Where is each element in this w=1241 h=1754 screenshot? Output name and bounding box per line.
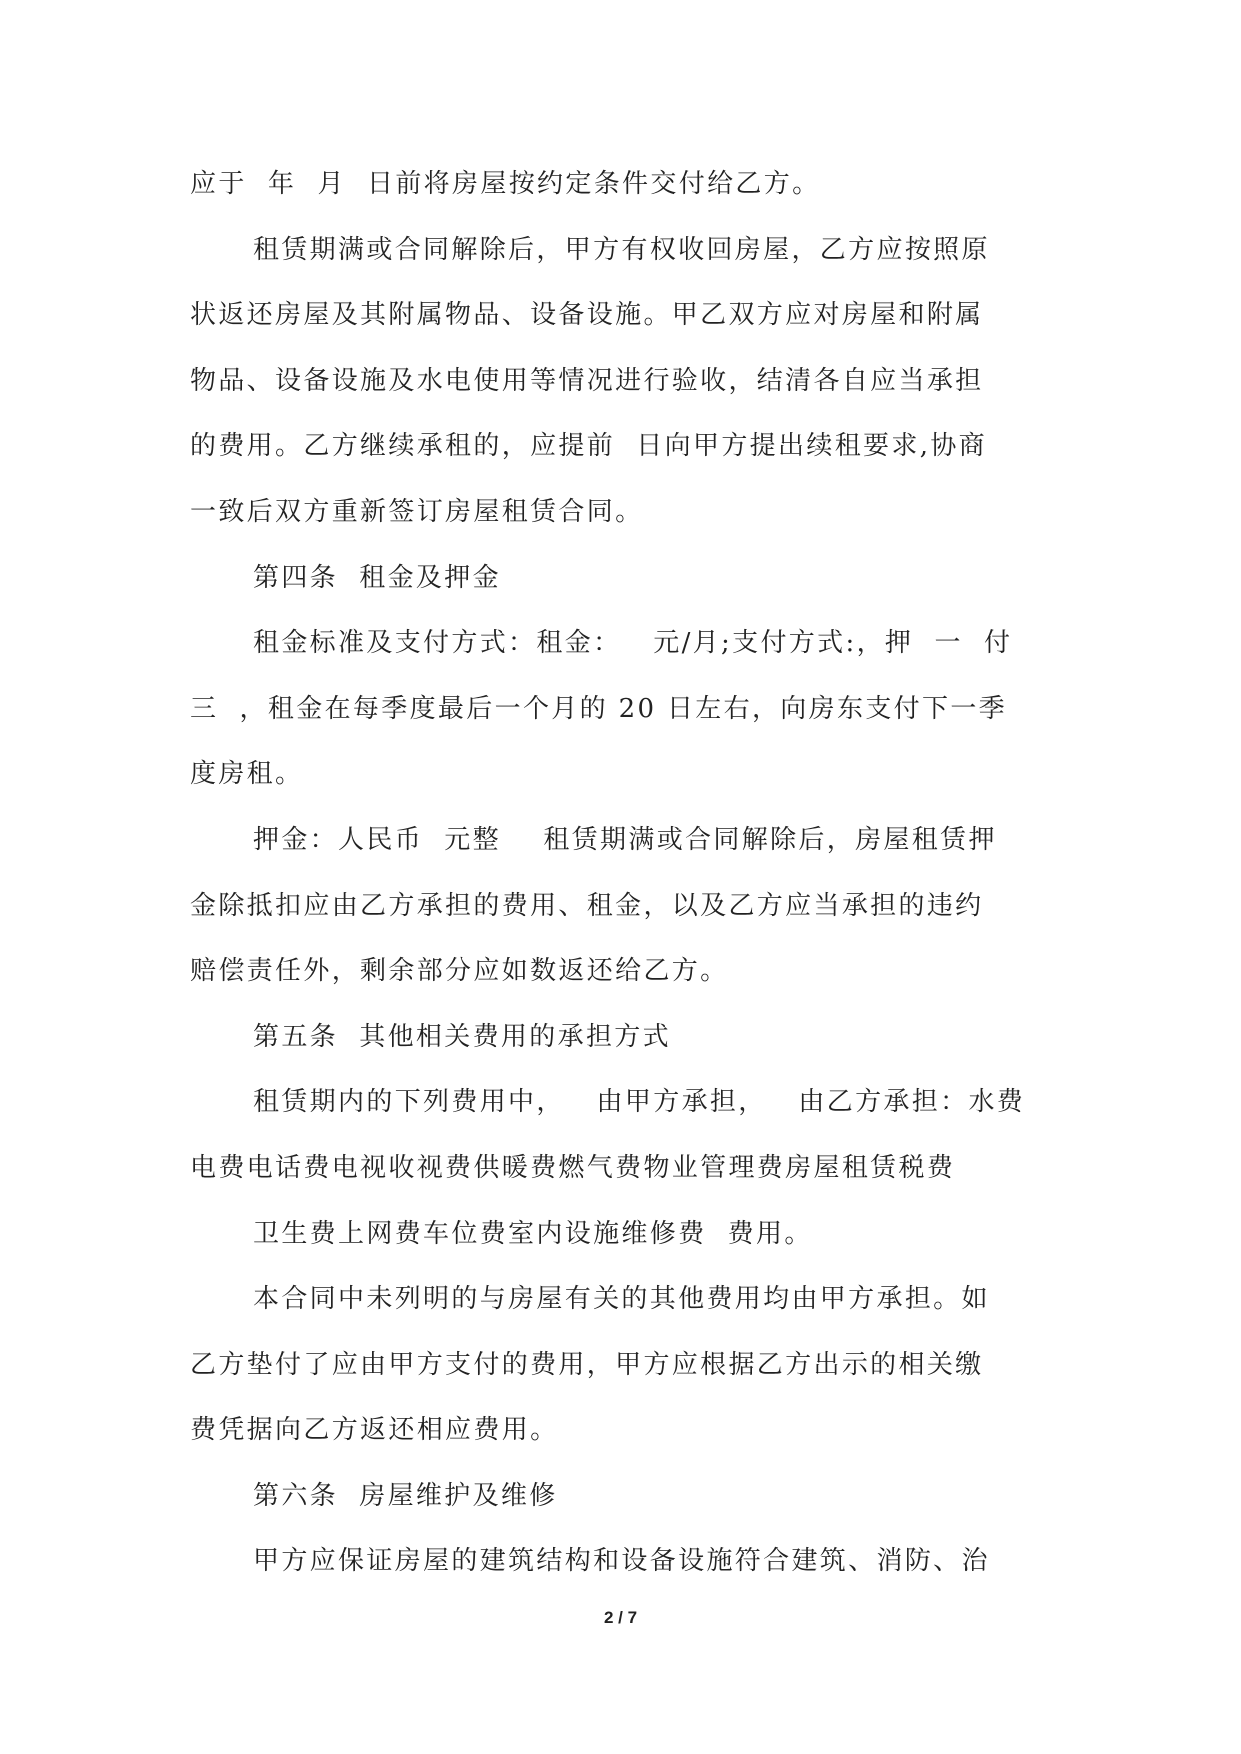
text-line-1: 应于 年 月 日前将房屋按约定条件交付给乙方。 [190, 169, 821, 199]
text-line-11: 押金：人民币 元整 租赁期满或合同解除后，房屋租赁押 [253, 824, 997, 855]
text-line-10: 度房租。 [190, 759, 304, 790]
text-line-9: 三 ，租金在每季度最后一个月的 20 日左右，向房东支付下一季 [190, 693, 1008, 724]
section-heading-article-4: 第四条 租金及押金 [253, 562, 501, 593]
text-line-5: 的费用。乙方继续承租的，应提前 日向甲方提出续租要求,协商 [190, 431, 987, 462]
text-line-22: 甲方应保证房屋的建筑结构和设备设施符合建筑、消防、治 [253, 1546, 990, 1577]
text-line-19: 乙方垫付了应由甲方支付的费用，甲方应根据乙方出示的相关缴 [190, 1349, 984, 1380]
text-line-6: 一致后双方重新签订房屋租赁合同。 [190, 496, 644, 527]
text-line-8: 租金标准及支付方式：租金： 元/月;支付方式:，押 一 付 [253, 628, 1013, 659]
text-line-15: 租赁期内的下列费用中， 由甲方承担， 由乙方承担：水费 [253, 1087, 1026, 1118]
text-line-4: 物品、设备设施及水电使用等情况进行验收，结清各自应当承担 [190, 365, 984, 396]
text-line-16: 电费电话费电视收视费供暖费燃气费物业管理费房屋租赁税费 [190, 1152, 956, 1183]
text-line-20: 费凭据向乙方返还相应费用。 [190, 1415, 559, 1446]
text-line-17: 卫生费上网费车位费室内设施维修费 费用。 [253, 1218, 813, 1249]
text-line-13: 赔偿责任外，剩余部分应如数返还给乙方。 [190, 956, 729, 987]
text-line-2: 租赁期满或合同解除后，甲方有权收回房屋，乙方应按照原 [253, 234, 990, 265]
page-number: 2 / 7 [603, 1608, 638, 1627]
contract-body [190, 152, 1055, 1595]
text-line-18: 本合同中未列明的与房屋有关的其他费用均由甲方承担。如 [253, 1284, 990, 1315]
text-line-3: 状返还房屋及其附属物品、设备设施。甲乙双方应对房屋和附属 [190, 300, 984, 331]
text-line-12: 金除抵扣应由乙方承担的费用、租金，以及乙方应当承担的违约 [190, 890, 984, 921]
section-heading-article-5: 第五条 其他相关费用的承担方式 [253, 1021, 671, 1052]
section-heading-article-6: 第六条 房屋维护及维修 [253, 1480, 558, 1511]
